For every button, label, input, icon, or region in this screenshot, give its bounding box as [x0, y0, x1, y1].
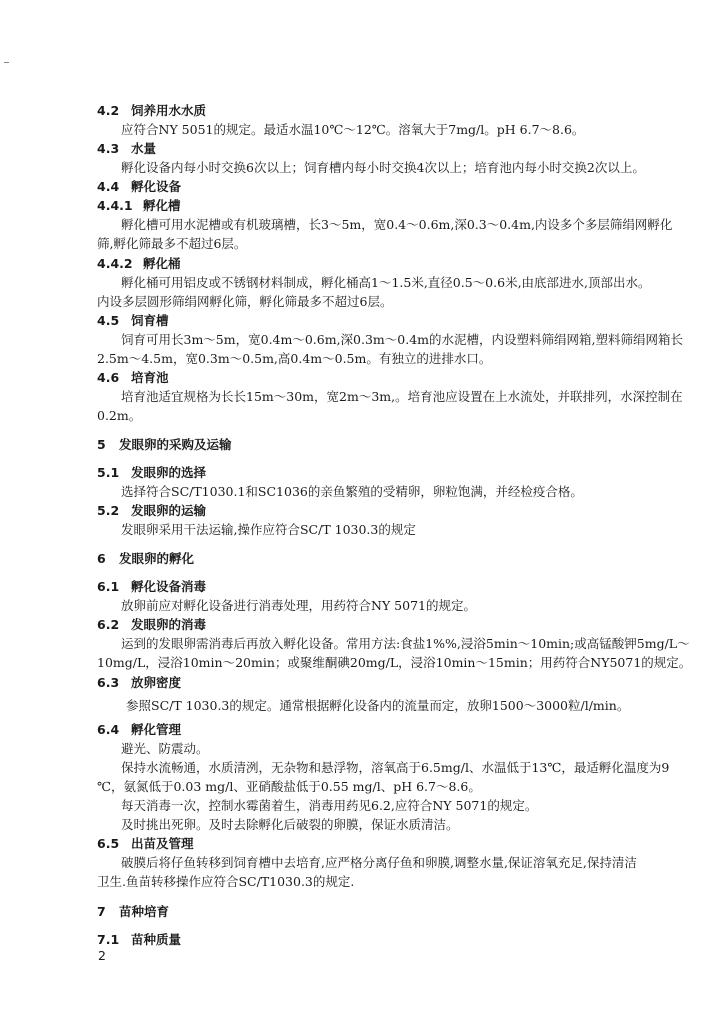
paragraph: 运到的发眼卵需消毒后再放入孵化设备。常用方法:食盐1%%,浸浴5min～10min;或高锰酸钾5mg/L～: [121, 636, 690, 651]
section-number: 6.3: [97, 675, 120, 690]
section-number: 4.2: [97, 103, 120, 118]
paragraph: 避光、防震动。: [121, 741, 209, 756]
heading-5-1: [97, 465, 206, 481]
section-title: 孵化槽: [143, 198, 181, 213]
heading-6-5: [97, 836, 194, 852]
section-title: 放卵密度: [131, 675, 182, 690]
section-number: 6.2: [97, 617, 120, 632]
paragraph-continued: 10mg/L，浸浴10min～20min；或聚维酮碘20mg/L，浸浴10min～15min；用药符合NY5071的规定。: [97, 655, 692, 670]
heading-5-2: [97, 503, 206, 519]
chapter-heading-5: [97, 437, 232, 453]
chapter-number: 6: [97, 551, 106, 566]
heading-4-5: [97, 313, 169, 329]
chapter-number: 5: [97, 437, 106, 452]
heading-4-3: [97, 141, 156, 157]
paragraph: 饲育可用长3m～5m，宽0.4m～0.6m,深0.3m～0.4m的水泥槽，内设塑料筛绢网箱,塑料筛绢网箱长: [121, 332, 683, 347]
section-title: 饲育槽: [131, 313, 169, 328]
section-number: 4.4.2: [97, 256, 133, 271]
section-title: 发眼卵的选择: [131, 465, 207, 480]
scan-mark: [4, 62, 9, 63]
paragraph-continued: 2.5m～4.5m，宽0.3m～0.5m,高0.4m～0.5m。有独立的进排水口。: [97, 351, 492, 366]
section-title: 孵化管理: [131, 722, 182, 737]
paragraph-continued: 卫生.鱼苗转移操作应符合SC/T1030.3的规定.: [97, 874, 355, 889]
paragraph: 放卵前应对孵化设备进行消毒处理，用药符合NY 5071的规定。: [121, 598, 476, 613]
chapter-title: 发眼卵的采购及运输: [119, 437, 232, 452]
section-title: 苗种质量: [131, 932, 182, 947]
section-title: 培育池: [131, 370, 169, 385]
section-number: 4.4.1: [97, 198, 133, 213]
paragraph: 培育池适宜规格为长长15m～30m，宽2m～3m,。培育池应设置在上水流处，并联排列，水深控制在: [121, 389, 683, 404]
section-title: 水量: [131, 141, 157, 156]
section-title: 发眼卵的运输: [131, 503, 207, 518]
paragraph: 破膜后将仔鱼转移到饲育槽中去培育,应严格分离仔鱼和卵膜,调整水量,保证溶氧充足,保持清洁: [121, 855, 637, 870]
heading-6-4: [97, 722, 181, 738]
heading-7-1: [97, 932, 181, 948]
section-title: 出苗及管理: [131, 836, 194, 851]
section-number: 4.3: [97, 141, 120, 156]
heading-4-4: [97, 179, 181, 195]
paragraph-continued: 内设多层圆形筛绢网孵化筛，孵化筛最多不超过6层。: [97, 294, 393, 309]
chapter-title: 发眼卵的孵化: [119, 551, 195, 566]
section-title: 孵化桶: [143, 256, 181, 271]
heading-6-3: [97, 675, 181, 691]
paragraph: 孵化桶可用铝皮或不锈钢材料制成，孵化桶高1～1.5米,直径0.5～0.6米,由底部进水,顶部出水。: [121, 275, 651, 290]
paragraph-continued: ℃，氨氮低于0.03 mg/l、亚硝酸盐低于0.55 mg/l、pH 6.7～8.6。: [97, 779, 481, 794]
section-title: 发眼卵的消毒: [131, 617, 207, 632]
paragraph: 孵化槽可用水泥槽或有机玻璃槽，长3～5m，宽0.4～0.6m,深0.3～0.4m,内设多个多层筛绢网孵化: [121, 217, 673, 232]
heading-4-6: [97, 370, 169, 386]
paragraph: 孵化设备内每小时交换6次以上；饲育槽内每小时交换4次以上；培育池内每小时交换2次以上。: [121, 160, 645, 175]
paragraph: 保持水流畅通，水质清洌，无杂物和悬浮物，溶氧高于6.5mg/l、水温低于13℃，最适孵化温度为9: [121, 760, 670, 775]
heading-4-2: [97, 103, 206, 119]
section-number: 4.5: [97, 313, 120, 328]
section-number: 5.2: [97, 503, 120, 518]
paragraph: 发眼卵采用干法运输,操作应符合SC/T 1030.3的规定: [121, 522, 416, 537]
chapter-title: 苗种培育: [119, 904, 170, 919]
chapter-number: 7: [97, 904, 106, 919]
heading-4-4-2: [97, 256, 181, 272]
section-number: 6.4: [97, 722, 120, 737]
paragraph: 应符合NY 5051的规定。最适水温10℃～12℃。溶氧大于7mg/l。pH 6.7～8.6。: [121, 122, 585, 137]
section-title: 孵化设备: [131, 179, 182, 194]
page-number: 2: [98, 948, 106, 963]
paragraph: 及时挑出死卵。及时去除孵化后破裂的卵膜，保证水质清洁。: [121, 817, 459, 832]
chapter-heading-7: [97, 904, 169, 920]
chapter-heading-6: [97, 551, 194, 567]
section-number: 6.1: [97, 579, 120, 594]
heading-6-1: [97, 579, 206, 595]
section-title: 饲养用水水质: [131, 103, 207, 118]
section-number: 5.1: [97, 465, 120, 480]
paragraph: 每天消毒一次，控制水霉菌着生，消毒用药见6.2,应符合NY 5071的规定。: [121, 798, 538, 813]
paragraph-continued: 筛,孵化筛最多不超过6层。: [97, 236, 247, 251]
heading-4-4-1: [97, 198, 181, 214]
heading-6-2: [97, 617, 206, 633]
section-number: 4.6: [97, 370, 120, 385]
paragraph: 选择符合SC/T1030.1和SC1036的亲鱼繁殖的受精卵，卵粒饱满，并经检疫合格。: [121, 484, 583, 499]
section-title: 孵化设备消毒: [131, 579, 207, 594]
section-number: 4.4: [97, 179, 120, 194]
paragraph-continued: 0.2m。: [97, 408, 142, 423]
section-number: 7.1: [97, 932, 120, 947]
paragraph: 参照SC/T 1030.3的规定。通常根据孵化设备内的流量而定，放卵1500～3000粒/l/min。: [126, 698, 630, 713]
section-number: 6.5: [97, 836, 120, 851]
